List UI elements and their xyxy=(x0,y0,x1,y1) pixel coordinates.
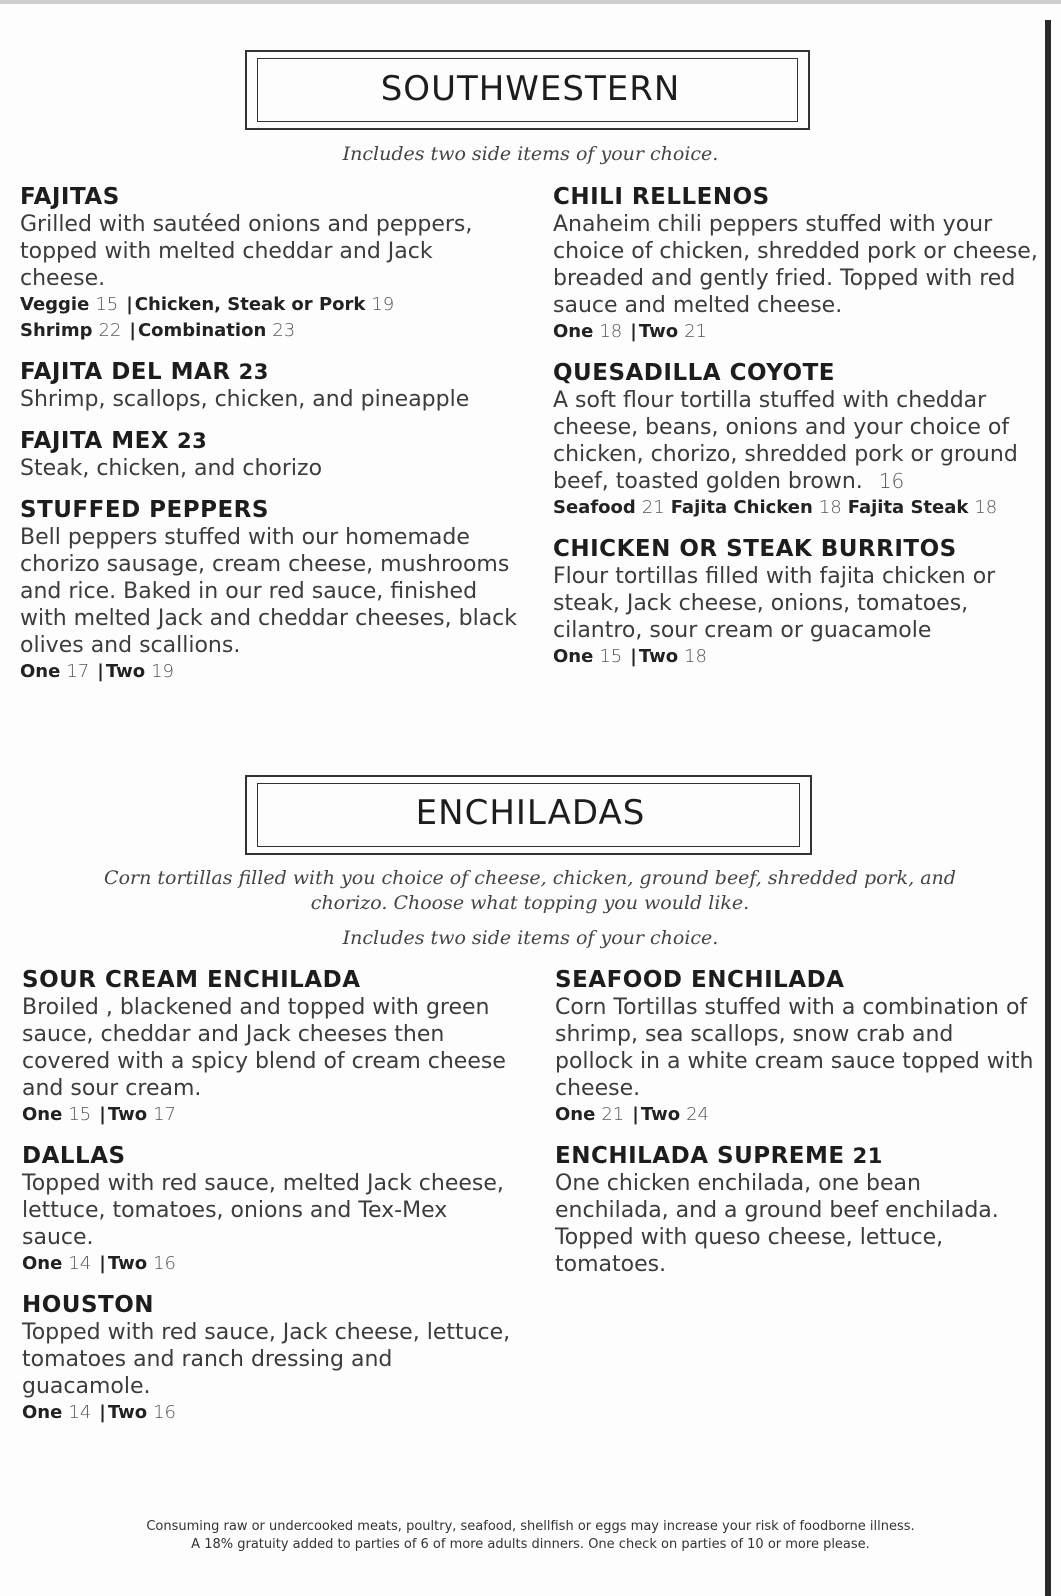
menu-item-title-price: 21 xyxy=(852,1144,883,1168)
menu-item-name: FAJITA MEX xyxy=(20,428,170,454)
menu-item xyxy=(22,1142,522,1277)
menu-item-price-line xyxy=(22,1102,522,1128)
menu-item-price-line xyxy=(555,1102,1035,1128)
menu-item-title xyxy=(553,535,1043,563)
price-value: 15 xyxy=(68,1104,92,1125)
price-label: Two xyxy=(638,646,679,667)
menu-item xyxy=(20,358,520,413)
price-value: 18 xyxy=(974,497,998,518)
price-value: 16 xyxy=(153,1253,177,1274)
menu-item-description: Bell peppers stuffed with our homemade chorizo sausage, cream cheese, mushrooms and rice. Baked in our red sauce, finished with melted Jack and cheddar cheeses, black olives and scallions. xyxy=(20,525,518,658)
price-separator: | xyxy=(126,294,133,315)
price-value: 22 xyxy=(98,320,122,341)
price-label: Fajita Chicken xyxy=(670,497,813,518)
menu-item-inline-price: 16 xyxy=(878,469,905,493)
price-label: Two xyxy=(640,1104,681,1125)
price-value: 19 xyxy=(151,661,175,682)
menu-item-description: Grilled with sautéed onions and peppers, topped with melted cheddar and Jack cheese. xyxy=(20,212,473,291)
price-label: Veggie xyxy=(20,294,90,315)
menu-item-title xyxy=(22,1142,522,1170)
price-value: 21 xyxy=(641,497,665,518)
enchiladas-note: Includes two side items of your choice. xyxy=(342,927,719,949)
menu-item-description: Topped with red sauce, melted Jack cheese, lettuce, tomatoes, onions and Tex-Mex sauce. xyxy=(22,1171,504,1250)
price-label: Two xyxy=(107,1402,148,1423)
price-label: Seafood xyxy=(553,497,636,518)
menu-item-title xyxy=(22,1291,522,1319)
menu-item-title xyxy=(553,359,1043,387)
menu-item-price-line xyxy=(20,318,520,344)
menu-item-title xyxy=(22,966,522,994)
price-label: Two xyxy=(638,321,679,342)
price-label: One xyxy=(22,1253,63,1274)
price-label: One xyxy=(553,646,594,667)
menu-item-description: Topped with red sauce, Jack cheese, lettuce, tomatoes and ranch dressing and guacamole. xyxy=(22,1320,511,1399)
menu-item-title xyxy=(555,1142,1035,1170)
menu-item-price-line xyxy=(553,319,1043,345)
price-label: Two xyxy=(107,1104,148,1125)
enchiladas-intro: Corn tortillas filled with you choice of cheese, chicken, ground beef, shredded pork, and chorizo. Choose what topping you would like. xyxy=(104,867,956,914)
southwestern-right-column xyxy=(553,183,1043,684)
price-label: Combination xyxy=(137,320,267,341)
menu-item-name: FAJITAS xyxy=(20,184,120,210)
price-label: Chicken, Steak or Pork xyxy=(134,294,366,315)
price-value: 16 xyxy=(153,1402,177,1423)
menu-item-name: HOUSTON xyxy=(22,1292,155,1318)
menu-item-description: One chicken enchilada, one bean enchilada, and a ground beef enchilada. Topped with queso cheese, lettuce, tomatoes. xyxy=(555,1171,999,1277)
menu-item-title xyxy=(553,183,1043,211)
menu-item-title-price: 23 xyxy=(238,360,269,384)
footer-line-2: A 18% gratuity added to parties of 6 of more adults dinners. One check on parties of 10 or more please. xyxy=(191,1537,870,1552)
price-value: 15 xyxy=(95,294,119,315)
menu-item-description: Broiled , blackened and topped with green sauce, cheddar and Jack cheeses then covered with a spicy blend of cream cheese and sour cream. xyxy=(22,995,506,1101)
price-value: 14 xyxy=(68,1253,92,1274)
menu-item xyxy=(22,1291,522,1426)
menu-item xyxy=(20,183,520,344)
footer-disclaimer xyxy=(0,1518,1061,1554)
price-value: 21 xyxy=(684,321,708,342)
menu-item-name: CHICKEN OR STEAK BURRITOS xyxy=(553,536,957,562)
menu-item-description: Corn Tortillas stuffed with a combination of shrimp, sea scallops, snow crab and pollock in a white cream sauce topped with cheese. xyxy=(555,995,1034,1101)
menu-item-description: Anaheim chili peppers stuffed with your choice of chicken, shredded pork or cheese, breaded and gently fried. Topped with red sauce and melted cheese. xyxy=(553,212,1038,318)
menu-item-name: ENCHILADA SUPREME xyxy=(555,1143,845,1169)
price-label: One xyxy=(553,321,594,342)
menu-item-name: SEAFOOD ENCHILADA xyxy=(555,967,845,993)
section-title-enchiladas: ENCHILADAS xyxy=(415,793,646,833)
price-value: 15 xyxy=(599,646,623,667)
price-value: 24 xyxy=(686,1104,710,1125)
menu-item-description: Steak, chicken, and chorizo xyxy=(20,456,323,481)
menu-item-title xyxy=(20,183,520,211)
menu-item-name: SOUR CREAM ENCHILADA xyxy=(22,967,361,993)
menu-item-price-line xyxy=(20,659,520,685)
menu-item-name: CHILI RELLENOS xyxy=(553,184,770,210)
price-separator: | xyxy=(630,646,637,667)
price-separator: | xyxy=(99,1104,106,1125)
price-label: Fajita Steak xyxy=(847,497,969,518)
menu-item xyxy=(555,966,1035,1128)
price-label: One xyxy=(555,1104,596,1125)
menu-item xyxy=(553,535,1043,670)
menu-item xyxy=(553,183,1043,345)
page-top-edge xyxy=(0,0,1061,4)
menu-item-price-line xyxy=(20,292,520,318)
price-separator: | xyxy=(99,1402,106,1423)
price-value: 19 xyxy=(371,294,395,315)
price-separator: | xyxy=(99,1253,106,1274)
price-value: 17 xyxy=(66,661,90,682)
price-label: One xyxy=(22,1402,63,1423)
menu-item-title xyxy=(20,496,520,524)
price-value: 23 xyxy=(272,320,296,341)
enchiladas-right-column xyxy=(555,966,1035,1292)
price-value: 17 xyxy=(153,1104,177,1125)
menu-item xyxy=(555,1142,1035,1278)
menu-item xyxy=(20,496,520,685)
price-label: One xyxy=(20,661,61,682)
southwestern-left-column xyxy=(20,183,520,699)
price-label: Two xyxy=(105,661,146,682)
menu-item-title-price: 23 xyxy=(177,429,208,453)
price-separator: | xyxy=(97,661,104,682)
menu-item-name: QUESADILLA COYOTE xyxy=(553,360,835,386)
menu-item-price-line xyxy=(553,644,1043,670)
menu-item-price-line xyxy=(553,495,1043,521)
price-label: Two xyxy=(107,1253,148,1274)
menu-item-name: FAJITA DEL MAR xyxy=(20,359,231,385)
menu-item xyxy=(22,966,522,1128)
menu-item-name: STUFFED PEPPERS xyxy=(20,497,269,523)
menu-item-description: A soft flour tortilla stuffed with cheddar cheese, beans, onions and your choice of chicken, chorizo, shredded pork or ground beef, toasted golden brown. 16 xyxy=(553,388,1018,494)
southwestern-note: Includes two side items of your choice. xyxy=(342,143,719,165)
menu-item xyxy=(553,359,1043,521)
price-value: 14 xyxy=(68,1402,92,1423)
price-value: 18 xyxy=(684,646,708,667)
price-value: 18 xyxy=(599,321,623,342)
price-value: 21 xyxy=(601,1104,625,1125)
price-separator: | xyxy=(129,320,136,341)
price-value: 18 xyxy=(818,497,842,518)
price-label: One xyxy=(22,1104,63,1125)
price-separator: | xyxy=(632,1104,639,1125)
menu-item-title xyxy=(20,427,520,455)
menu-item-price-line xyxy=(22,1400,522,1426)
menu-item-price-line xyxy=(22,1251,522,1277)
footer-line-1: Consuming raw or undercooked meats, poultry, seafood, shellfish or eggs may increase your risk of foodborne illness. xyxy=(146,1519,915,1534)
enchiladas-left-column xyxy=(22,966,522,1440)
price-separator: | xyxy=(630,321,637,342)
menu-item-description: Flour tortillas filled with fajita chicken or steak, Jack cheese, onions, tomatoes, cilantro, sour cream or guacamole xyxy=(553,564,996,643)
section-title-southwestern: SOUTHWESTERN xyxy=(380,69,681,109)
menu-item-description: Shrimp, scallops, chicken, and pineapple xyxy=(20,387,470,412)
menu-item-title xyxy=(555,966,1035,994)
price-label: Shrimp xyxy=(20,320,93,341)
menu-item-name: DALLAS xyxy=(22,1143,126,1169)
menu-item-title xyxy=(20,358,520,386)
menu-item xyxy=(20,427,520,482)
